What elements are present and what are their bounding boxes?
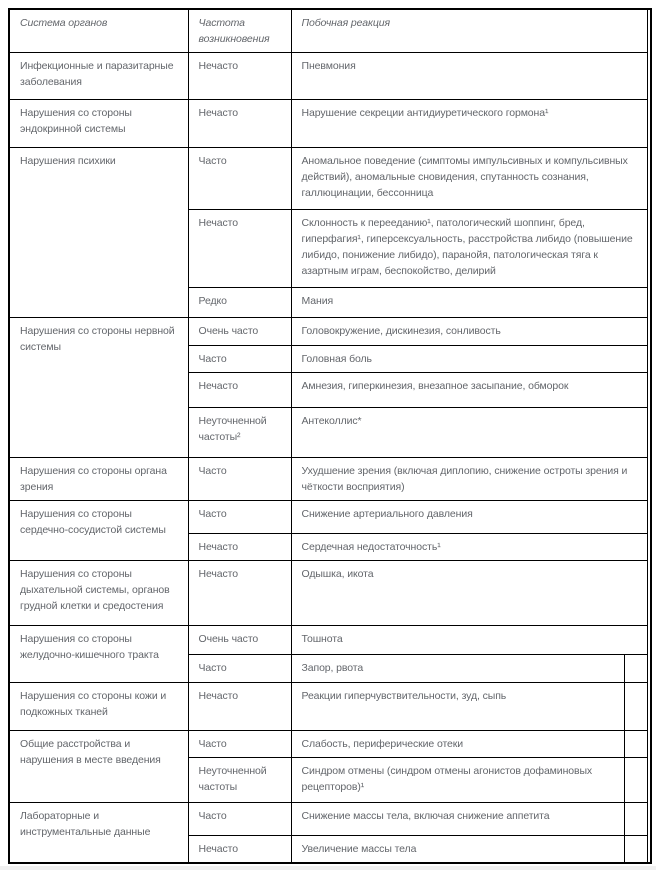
empty-cell <box>624 731 647 758</box>
frequency-cell: Нечасто <box>188 53 291 100</box>
frequency-cell: Часто <box>188 731 291 758</box>
organ-system-cell: Нарушения со стороны нервной системы <box>9 318 188 458</box>
reaction-cell: Амнезия, гиперкинезия, внезапное засыпание, обморок <box>291 373 647 408</box>
organ-system-cell: Нарушения психики <box>9 148 188 318</box>
header-system: Система органов <box>9 9 188 53</box>
reaction-cell: Головная боль <box>291 346 647 373</box>
table-row <box>9 53 651 100</box>
table-row <box>9 561 651 626</box>
organ-system-cell: Инфекционные и паразитарные заболевания <box>9 53 188 100</box>
empty-cell <box>624 655 647 683</box>
page-bottom-strip <box>0 866 656 870</box>
frequency-cell: Нечасто <box>188 534 291 561</box>
reaction-cell: Аномальное поведение (симптомы импульсивных и компульсивных действий), аномальные сновидения, спутанность сознания, галлюцинации, бессонница <box>291 148 647 210</box>
reaction-cell: Головокружение, дискинезия, сонливость <box>291 318 647 346</box>
reaction-cell: Реакции гиперчувствительности, зуд, сыпь <box>291 683 624 731</box>
reaction-cell: Снижение артериального давления <box>291 501 647 534</box>
table-row <box>9 148 651 210</box>
frequency-cell: Нечасто <box>188 683 291 731</box>
empty-cell <box>624 683 647 731</box>
table-row <box>9 626 651 655</box>
organ-system-cell: Нарушения со стороны дыхательной системы, органов грудной клетки и средостения <box>9 561 188 626</box>
table-row <box>9 731 651 758</box>
frequency-cell: Очень часто <box>188 318 291 346</box>
empty-cell <box>624 836 647 864</box>
reaction-cell: Мания <box>291 288 647 318</box>
reaction-cell: Запор, рвота <box>291 655 624 683</box>
frequency-cell: Часто <box>188 458 291 501</box>
frequency-cell: Нечасто <box>188 210 291 288</box>
table-row <box>9 501 651 534</box>
empty-cell <box>624 758 647 803</box>
organ-system-cell: Лабораторные и инструментальные данные <box>9 803 188 864</box>
reaction-cell: Снижение массы тела, включая снижение аппетита <box>291 803 624 836</box>
reaction-cell: Слабость, периферические отеки <box>291 731 624 758</box>
adverse-reactions-table <box>8 8 652 864</box>
reaction-cell: Склонность к перееданию¹, патологический шоппинг, бред, гиперфагия¹, гиперсексуальность, расстройства либидо (повышение либидо, понижение либидо), паранойя, патологическая тяга к азартным играм, беспокойство, делирий <box>291 210 647 288</box>
table-row <box>9 318 651 346</box>
frequency-cell: Часто <box>188 148 291 210</box>
organ-system-cell: Общие расстройства и нарушения в месте введения <box>9 731 188 803</box>
table-right-sliver <box>647 9 651 863</box>
header-frequency: Частота возникновения <box>188 9 291 53</box>
frequency-cell: Нечасто <box>188 373 291 408</box>
organ-system-cell: Нарушения со стороны сердечно-сосудистой системы <box>9 501 188 561</box>
organ-system-cell: Нарушения со стороны органа зрения <box>9 458 188 501</box>
reaction-cell: Синдром отмены (синдром отмены агонистов дофаминовых рецепторов)¹ <box>291 758 624 803</box>
frequency-cell: Часто <box>188 346 291 373</box>
reaction-cell: Пневмония <box>291 53 647 100</box>
frequency-cell: Часто <box>188 501 291 534</box>
organ-system-cell: Нарушения со стороны эндокринной системы <box>9 100 188 148</box>
frequency-cell: Нечасто <box>188 836 291 864</box>
reaction-cell: Тошнота <box>291 626 647 655</box>
frequency-cell: Часто <box>188 655 291 683</box>
reaction-cell: Антеколлис* <box>291 408 647 458</box>
reaction-cell: Одышка, икота <box>291 561 647 626</box>
table-row <box>9 683 651 731</box>
table-row <box>9 100 651 148</box>
frequency-cell: Редко <box>188 288 291 318</box>
table-row <box>9 458 651 501</box>
organ-system-cell: Нарушения со стороны желудочно-кишечного тракта <box>9 626 188 683</box>
reaction-cell: Нарушение секреции антидиуретического гормона¹ <box>291 100 647 148</box>
frequency-cell: Очень часто <box>188 626 291 655</box>
frequency-cell: Неуточненной частоты² <box>188 408 291 458</box>
reaction-cell: Увеличение массы тела <box>291 836 624 864</box>
frequency-cell: Нечасто <box>188 561 291 626</box>
frequency-cell: Часто <box>188 803 291 836</box>
table-header-row <box>9 9 651 53</box>
reaction-cell: Ухудшение зрения (включая диплопию, снижение остроты зрения и чёткости восприятия) <box>291 458 647 501</box>
table-row <box>9 803 651 836</box>
organ-system-cell: Нарушения со стороны кожи и подкожных тканей <box>9 683 188 731</box>
frequency-cell: Нечасто <box>188 100 291 148</box>
header-reaction: Побочная реакция <box>291 9 647 53</box>
reaction-cell: Сердечная недостаточность¹ <box>291 534 647 561</box>
empty-cell <box>624 803 647 836</box>
frequency-cell: Неуточненной частоты <box>188 758 291 803</box>
